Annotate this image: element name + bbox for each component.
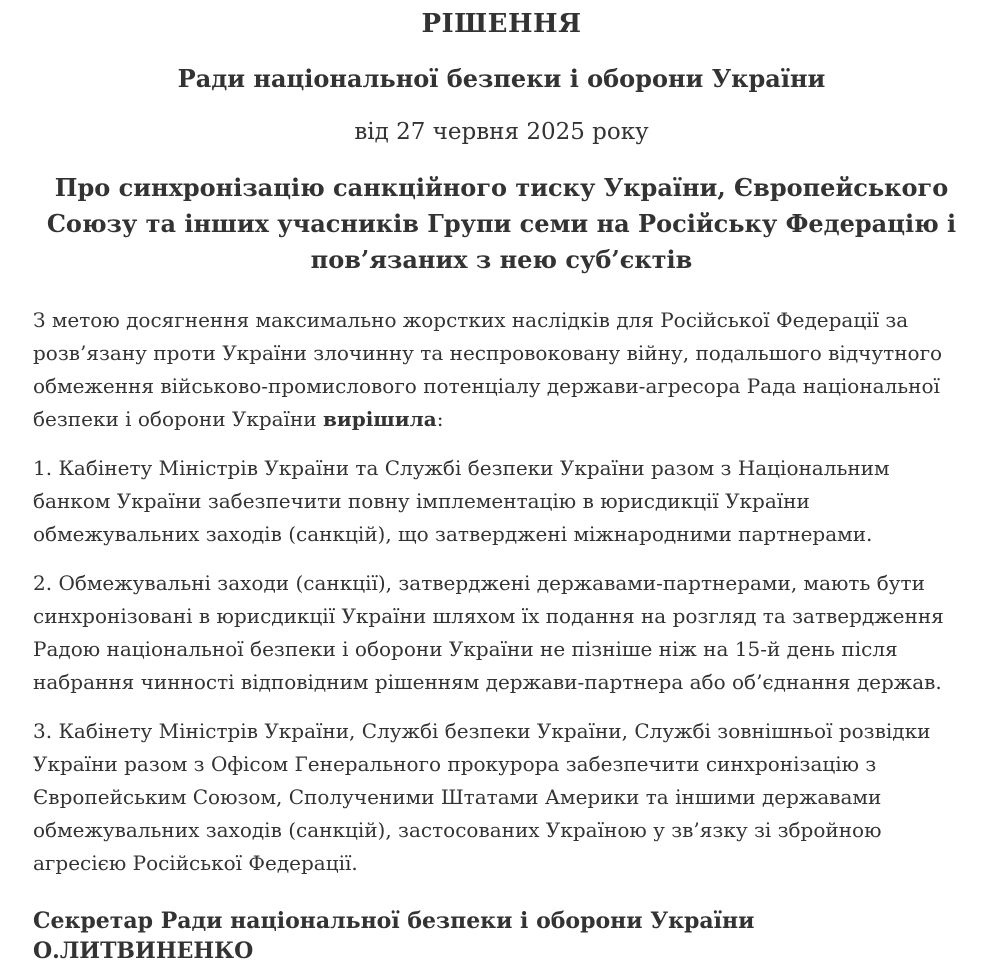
preamble-resolved-word: вирішила (322, 407, 437, 431)
document-subject-heading: Про синхронізацію санкційного тиску України, Європейського Союзу та інших учасників Групи семи на Російську Федерацію і пов’язаних з нею суб’єктів (46, 173, 957, 274)
signature-line: Секретар Ради національної безпеки і оборони України О.ЛИТВИНЕНКО (33, 908, 755, 964)
preamble-paragraph (33, 304, 970, 436)
document-issuer-subtitle: Ради національної безпеки і оборони України (177, 64, 826, 93)
decision-item-3: 3. Кабінету Міністрів України, Службі безпеки України, Службі зовнішньої розвідки України разом з Офісом Генерального прокурора забезпечити синхронізацію з Європейським Союзом, Сполученими Штатами Америки та іншими державами обмежувальних заходів (санкцій), застосованих Україною у зв’язку зі збройною агресією Російської Федерації. (33, 719, 931, 875)
preamble-text: З метою досягнення максимально жорстких наслідків для Російської Федерації за розв’язану проти України злочинну та неспровоковану війну, подальшого відчутного обмеження військово-промислового потенціалу держави-агресора Рада національної безпеки і оборони України (33, 308, 943, 431)
decision-item-1: 1. Кабінету Міністрів України та Службі безпеки України разом з Національним банком України забезпечити повну імплементацію в юрисдикції України обмежувальних заходів (санкцій), що затверджені міжнародними партнерами. (33, 456, 890, 546)
document-title: РІШЕННЯ (421, 9, 582, 39)
document-date-line: від 27 червня 2025 року (354, 119, 649, 145)
decision-item-2: 2. Обмежувальні заходи (санкції), затверджені державами-партнерами, мають бути синхронізовані в юрисдикції України шляхом їх подання на розгляд та затвердження Радою національної безпеки і оборони України не пізніше ніж на 15-й день після набрання чинності відповідним рішенням держави-партнера або об’єднання держав. (33, 571, 944, 694)
preamble-colon: : (436, 407, 444, 431)
